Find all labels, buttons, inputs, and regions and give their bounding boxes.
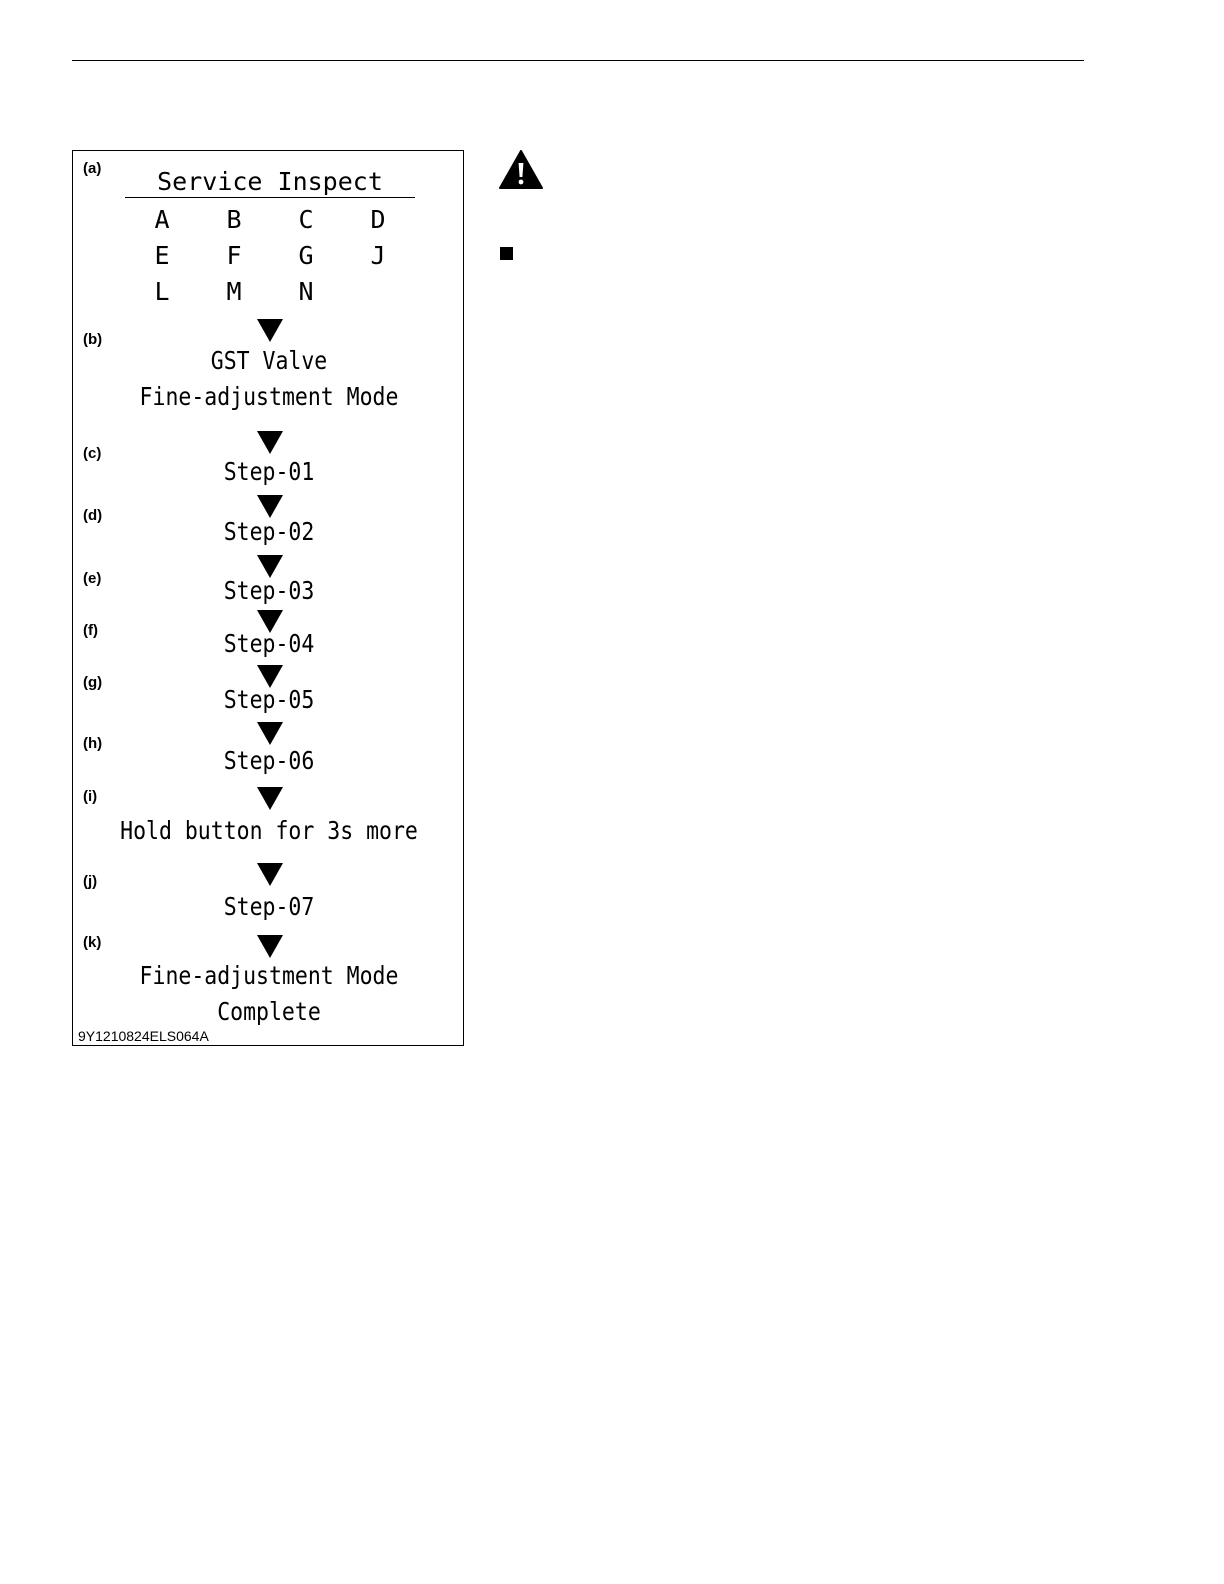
step-label-j: (j)	[83, 873, 98, 890]
step-label-d: (d)	[83, 507, 103, 524]
menu-item-c: C	[298, 205, 314, 234]
down-arrow-icon	[257, 722, 283, 745]
screen-hold-button: Hold button for 3s more	[120, 816, 418, 845]
screen-step-03: Step-03	[223, 576, 315, 605]
menu-item-d: D	[370, 205, 386, 234]
menu-item-b: B	[226, 205, 242, 234]
step-label-i: (i)	[83, 788, 98, 805]
screen-step-05: Step-05	[223, 685, 315, 714]
screen-step-06: Step-06	[223, 746, 315, 775]
down-arrow-icon	[257, 555, 283, 578]
down-arrow-icon	[257, 787, 283, 810]
down-arrow-icon	[257, 863, 283, 886]
step-label-a: (a)	[83, 160, 102, 177]
menu-title: Service Inspect	[125, 167, 415, 198]
header-rule	[72, 60, 1084, 61]
down-arrow-icon	[257, 495, 283, 518]
screen-step-01: Step-01	[223, 457, 315, 486]
menu-item-n: N	[298, 277, 314, 306]
menu-item-m: M	[226, 277, 242, 306]
screen-fine-adjustment-mode-2: Fine-adjustment Mode	[139, 961, 399, 990]
display-flow-figure	[72, 150, 464, 1046]
step-label-f: (f)	[83, 622, 98, 639]
step-label-h: (h)	[83, 735, 103, 752]
step-label-b: (b)	[83, 331, 103, 348]
menu-item-a: A	[154, 205, 170, 234]
step-label-c: (c)	[83, 445, 102, 462]
square-bullet-icon	[500, 247, 513, 260]
menu-item-j: J	[370, 241, 386, 270]
step-label-e: (e)	[83, 570, 102, 587]
warning-triangle-icon	[499, 150, 543, 190]
figure-code: 9Y1210824ELS064A	[78, 1028, 209, 1044]
menu-item-f: F	[226, 241, 242, 270]
screen-step-07: Step-07	[223, 892, 315, 921]
step-label-k: (k)	[83, 934, 102, 951]
screen-fine-adjustment-mode: Fine-adjustment Mode	[139, 382, 399, 411]
menu-item-l: L	[154, 277, 170, 306]
down-arrow-icon	[257, 935, 283, 958]
down-arrow-icon	[257, 319, 283, 342]
screen-step-04: Step-04	[223, 629, 315, 658]
down-arrow-icon	[257, 431, 283, 454]
step-label-g: (g)	[83, 674, 103, 691]
menu-item-e: E	[154, 241, 170, 270]
screen-gst-valve: GST Valve	[210, 346, 328, 375]
screen-complete: Complete	[217, 997, 321, 1026]
screen-step-02: Step-02	[223, 517, 315, 546]
menu-item-g: G	[298, 241, 314, 270]
